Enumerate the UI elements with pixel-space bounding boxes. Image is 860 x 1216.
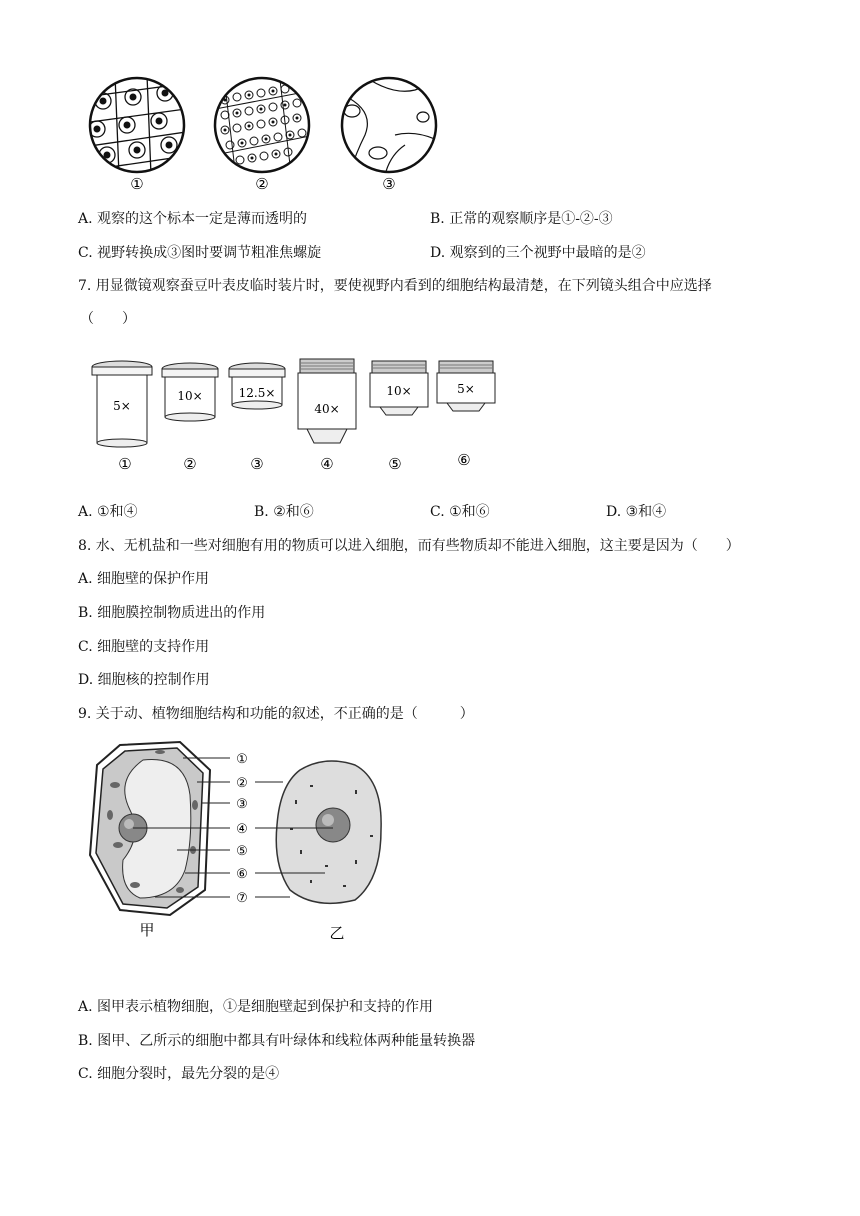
q8-option-b: B. 细胞膜控制物质进出的作用 (78, 605, 266, 621)
q8-option-a: A. 细胞壁的保护作用 (78, 571, 210, 587)
field-2-label: ② (255, 175, 269, 193)
q7-lens-figure (85, 355, 505, 475)
lens-3-label: 12.5× (238, 386, 276, 400)
plant-cell-caption: 甲 (139, 921, 155, 939)
field-3 (342, 78, 437, 175)
lens-3-number: ③ (250, 455, 264, 473)
field-3-label: ③ (382, 175, 396, 193)
q9-stem: 9. 关于动、植物细胞结构和功能的叙述，不正确的是（ ） (78, 706, 474, 722)
cell-label-1: ① (236, 752, 248, 767)
microscope-fields-illustration (75, 75, 465, 195)
lens-2-number: ② (183, 455, 197, 473)
q7-option-d: D. ③和④ (606, 504, 667, 520)
animal-cell (276, 761, 381, 903)
lenses-illustration (85, 355, 505, 475)
lens-1-label: 5× (113, 399, 131, 413)
q6-option-a: A. 观察的这个标本一定是薄而透明的 (78, 211, 308, 227)
q7-option-a: A. ①和④ (78, 504, 138, 520)
lens-4-number: ④ (320, 455, 334, 473)
q7-option-c: C. ①和⑥ (430, 504, 490, 520)
cell-label-4: ④ (236, 822, 248, 837)
lens-5-label: 10× (386, 384, 412, 398)
q9-option-a: A. 图甲表示植物细胞，①是细胞壁起到保护和支持的作用 (78, 999, 434, 1015)
q6-option-c: C. 视野转换成③图时要调节粗准焦螺旋 (78, 245, 322, 261)
q9-option-b: B. 图甲、乙所示的细胞中都具有叶绿体和线粒体两种能量转换器 (78, 1033, 476, 1049)
q7-stem: 7. 用显微镜观察蚕豆叶表皮临时装片时，要使视野内看到的细胞结构最清楚，在下列镜头组合中应选择 (78, 278, 712, 294)
q8-stem: 8. 水、无机盐和一些对细胞有用的物质可以进入细胞，而有些物质却不能进入细胞，这主要是因为（ ） (78, 538, 740, 554)
cell-label-5: ⑤ (236, 844, 248, 859)
lens-1-number: ① (118, 455, 132, 473)
field-1 (83, 75, 193, 175)
lens-6-label: 5× (457, 382, 475, 396)
cell-label-7: ⑦ (236, 891, 248, 906)
q8-option-c: C. 细胞壁的支持作用 (78, 639, 210, 655)
q8-option-d: D. 细胞核的控制作用 (78, 672, 210, 688)
q9-cell-diagram (85, 740, 405, 945)
lens-4-label: 40× (314, 402, 340, 416)
lens-2-label: 10× (177, 389, 203, 403)
plant-animal-cell-illustration (85, 740, 405, 945)
q7-option-b: B. ②和⑥ (254, 504, 314, 520)
field-1-label: ① (130, 175, 144, 193)
cell-label-3: ③ (236, 797, 248, 812)
animal-cell-caption: 乙 (329, 924, 345, 942)
lens-5-number: ⑤ (388, 455, 402, 473)
q6-figure (75, 75, 465, 195)
cell-label-2: ② (236, 776, 248, 791)
q7-answer-paren: （ ） (80, 311, 136, 327)
q6-option-d: D. 观察到的三个视野中最暗的是② (430, 245, 646, 261)
q9-option-c: C. 细胞分裂时，最先分裂的是④ (78, 1066, 280, 1082)
cell-label-6: ⑥ (236, 867, 248, 882)
lens-6-number: ⑥ (457, 451, 471, 469)
q6-option-b: B. 正常的观察顺序是①-②-③ (430, 211, 613, 227)
field-2 (210, 78, 315, 172)
objective-4 (298, 359, 356, 443)
